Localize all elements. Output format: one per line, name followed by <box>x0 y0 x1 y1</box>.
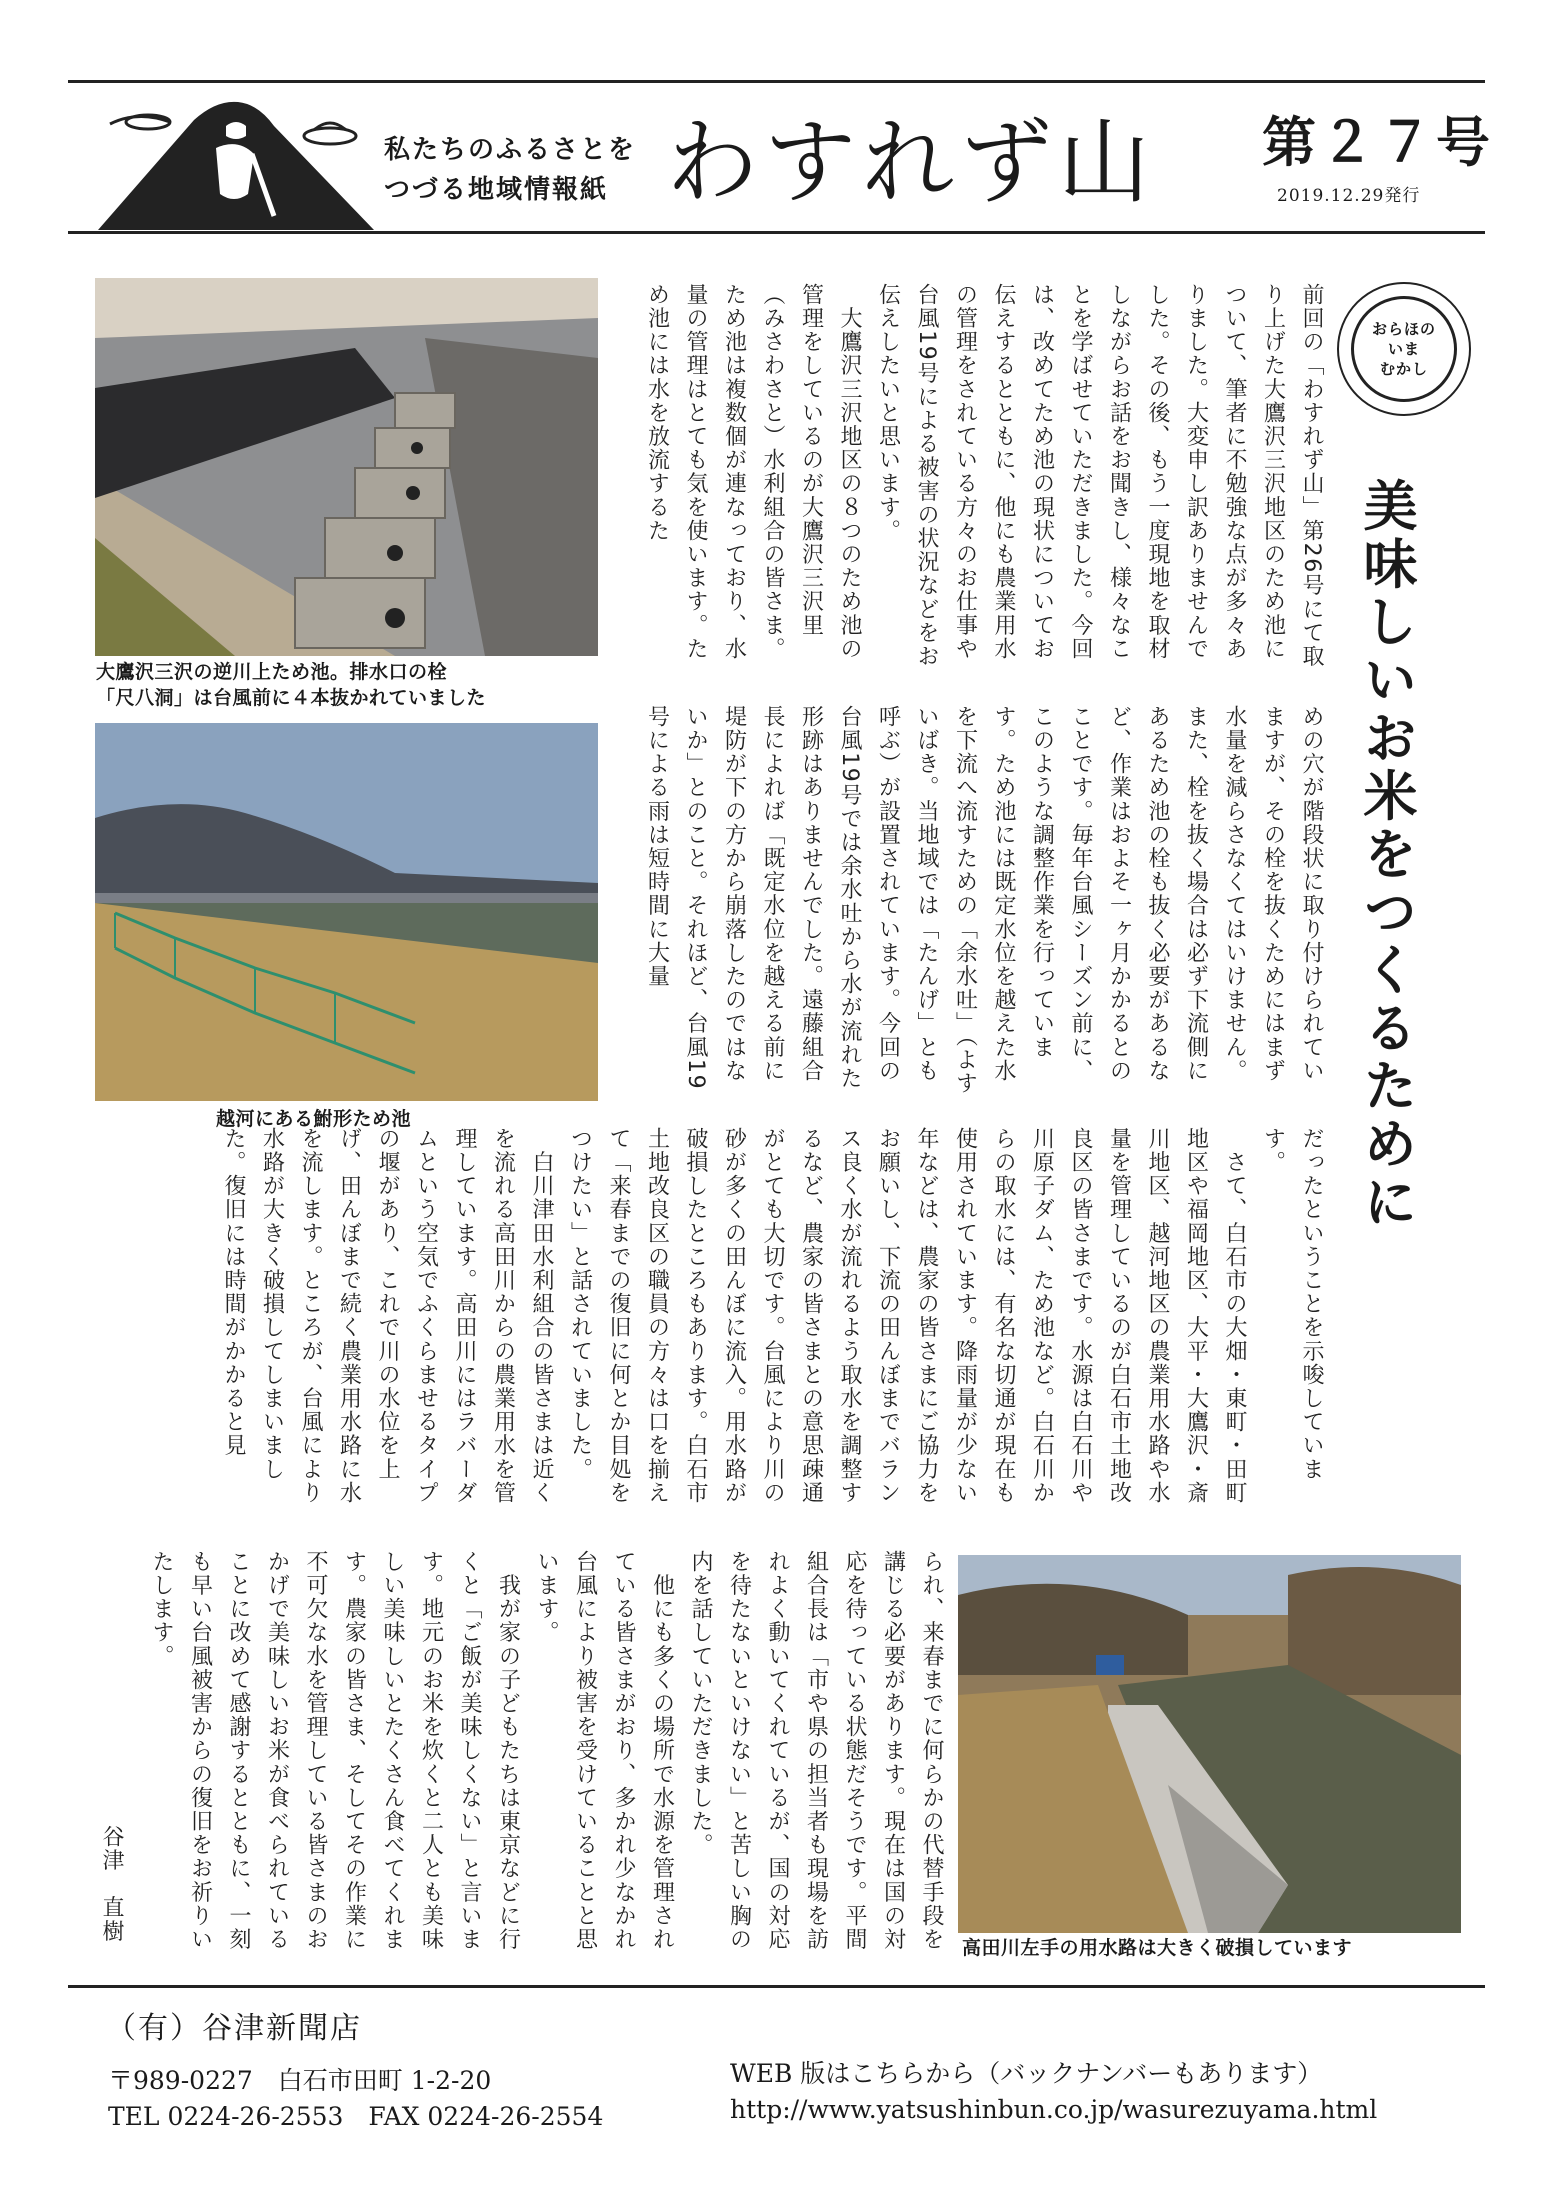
series-badge-line-3: むかし <box>1379 360 1428 378</box>
mountain-logo-icon <box>98 96 374 230</box>
photo-1-caption-line-1: 大鷹沢三沢の逆川上ため池。排水口の栓 <box>96 661 448 683</box>
top-rule <box>68 80 1485 83</box>
tagline-line-1: 私たちのふるさとを <box>384 135 637 165</box>
photo-takadagawa-canal <box>958 1555 1461 1933</box>
footer-rule <box>68 1985 1485 1988</box>
tagline <box>384 130 636 210</box>
mountain-logo <box>98 96 374 230</box>
tagline-line-2: つづる地域情報紙 <box>384 175 609 205</box>
article-block-1: 前回の「わすれず山」第26号にて取り上げた大鷹沢三沢地区のため池について、筆者に不勉強な点が多々ありました。大変申し訳ありませんでした。その後、もう一度現地を取材しながらお話をお聞きし、様々なことを学ばせていただきました。今回は、改めてため池の現状についてお伝えするとともに、他にも農業用水の管理をされている方々のお仕事や台風19号による被害の状況などをお伝えしたいと思います。 大鷹沢三沢地区の８つのため池の管理をしているのが大鷹沢三沢里（みさわさと）水利組合の皆さま。ため池は複数個が連なっており、水量の管理はとても気を使います。ため池には水を放流するた <box>644 283 1324 669</box>
issue-date: 2019.12.29発行 <box>1277 186 1421 206</box>
series-badge-line-2: いま <box>1387 340 1420 358</box>
photo-funagata-pond <box>95 723 598 1101</box>
postal-address: 〒989-0227 白石市田町 1-2-20 <box>108 2066 492 2095</box>
publisher-address <box>108 2063 603 2135</box>
header-rule <box>68 231 1485 234</box>
masthead-title: わすれず山 <box>666 109 1157 216</box>
issue-number: 第２７号 <box>1262 110 1494 174</box>
photo-3-caption: 高田川左手の用水路は大きく破損しています <box>962 1937 1353 1959</box>
publisher-name: （有）谷津新聞店 <box>106 2011 362 2046</box>
article-block-4: られ、来春までに何らかの代替手段を講じる必要があります。現在は国の対応を待っている状態だそうです。平間組合長は「市や県の担当者も現場を訪れよく動いてくれているが、国の対応を待たないといけない」と苦しい胸の内を話していただきました。 他にも多くの場所で水源を管理されている皆さまがおり、多かれ少なかれ台風により被害を受けていることと思います。 我が家の子どもたちは東京などに行くと「ご飯が美味しくない」と言います。地元のお米を炊くと二人とも美味しい美味しいとたくさん食べてくれます。農家の皆さま、そしてその作業に不可欠な水を管理している皆さまのおかげで美味しいお米が食べられていることに改めて感謝するとともに、一刻も早い台風被害からの復旧をお祈りいたします。 <box>149 1550 944 1952</box>
series-badge-line-1: おらほの <box>1371 320 1436 338</box>
photo-2-caption: 越河にある鮒形ため池 <box>216 1108 412 1130</box>
web-url-link[interactable]: http://www.yatsushinbun.co.jp/wasurezuyama.html <box>730 2095 1378 2124</box>
article-block-2: めの穴が階段状に取り付けられていますが、その栓を抜くためにはまず水量を減らさなくてはいけません。また、栓を抜く場合は必ず下流側にあるため池の栓も抜く必要があるなど、作業はおよそ一ヶ月かかるとのことです。毎年台風シーズン前に、このような調整作業を行っています。ため池には既定水位を越えた水を下流へ流すための「余水吐」（よすいばき。当地域では「たんげ」とも呼ぶ）が設置されています。今回の台風19号では余水吐から水が流れた形跡はありませんでした。遠藤組合長によれば「既定水位を越える前に堤防が下の方から崩落したのではないか」とのこと。それほど、台風19号による雨は短時間に大量 <box>644 705 1324 1096</box>
series-badge <box>1351 296 1457 402</box>
photo-reservoir-outlet <box>95 278 598 656</box>
article-block-3: だったということを示唆しています。 さて、白石市の大畑・東町・田町地区や福岡地区、大平・大鷹沢・斎川地区、越河地区の農業用水路や水量を管理しているのが白石市土地改良区の皆さまです。水源は白石川や川原子ダム、ため池など。白石川からの取水には、有名な切通が現在も使用されています。降雨量が少ない年などは、農家の皆さまにご協力をお願いし、下流の田んぼまでバランス良く水が流れるよう取水を調整するなど、農家の皆さまとの意思疎通がとても大切です。台風により川の砂が多くの田んぼに流入。用水路が破損したところもあります。白石市土地改良区の職員の方々は口を揃えて「来春までの復旧に何とか目処をつけたい」と話されていました。 白川津田水利組合の皆さまは近くを流れる高田川からの農業用水を管理しています。高田川にはラバーダムという空気でふくらませるタイプの堰があり、これで川の水位を上げ、田んぼまで続く農業用水路に水を流します。ところが、台風により水路が大きく破損してしまいました。復旧には時間がかかると見 <box>221 1127 1324 1505</box>
photo-1-caption-line-2: 「尺八洞」は台風前に４本抜かれていました <box>96 687 487 709</box>
headline-line-1: 美味しいお米をつくるために <box>1355 477 1418 1232</box>
web-label: WEB 版はこちらから（バックナンバーもあります） <box>730 2059 1323 2088</box>
article-author: 谷津 直樹 <box>99 1825 124 1943</box>
web-info <box>730 2056 1377 2128</box>
vertical-headline <box>1352 432 1488 1542</box>
tel-fax: TEL 0224-26-2553 FAX 0224-26-2554 <box>108 2102 604 2131</box>
